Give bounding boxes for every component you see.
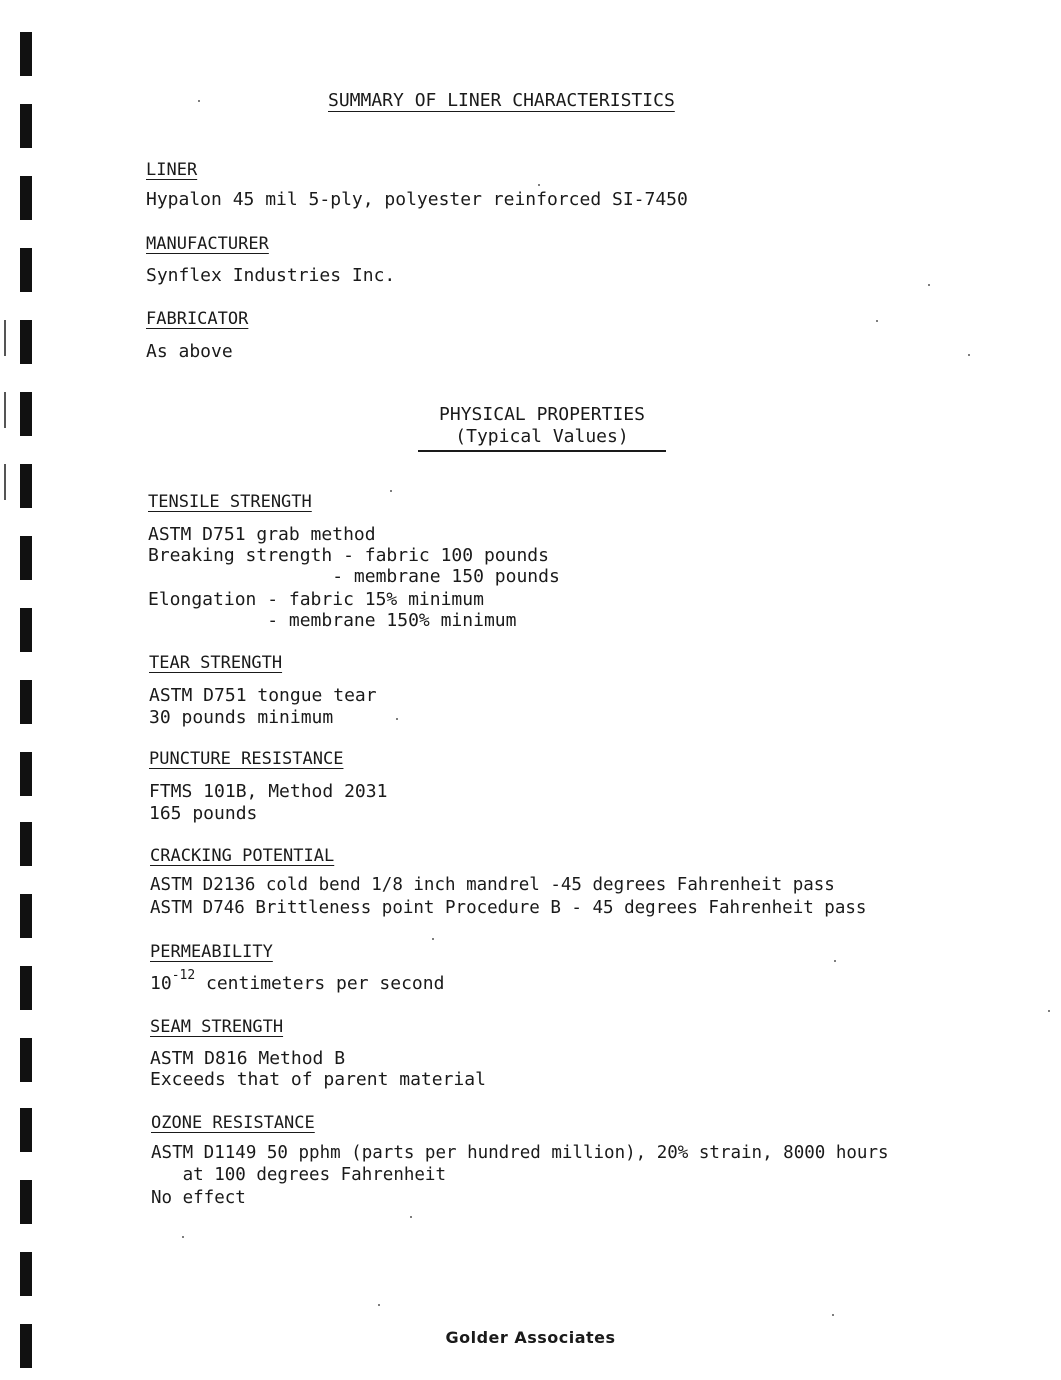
tear-line: ASTM D751 tongue tear — [149, 685, 377, 706]
manufacturer-heading: MANUFACTURER — [146, 234, 269, 254]
ozone-line: at 100 degrees Fahrenheit — [151, 1165, 447, 1185]
ozone-line: No effect — [151, 1188, 246, 1208]
physical-properties-heading — [418, 404, 666, 452]
permeability-value — [150, 968, 445, 997]
puncture-line: 165 pounds — [149, 803, 258, 824]
tear-heading: TEAR STRENGTH — [149, 653, 283, 673]
tear-line: 30 pounds minimum — [149, 707, 334, 728]
liner-value: Hypalon 45 mil 5-ply, polyester reinforced SI-7450 — [146, 189, 688, 210]
ozone-line: ASTM D1149 50 pphm (parts per hundred million), 20% strain, 8000 hours — [151, 1143, 889, 1163]
footer-company: Golder Associates — [445, 1328, 616, 1347]
cracking-line: ASTM D746 Brittleness point Procedure B - 45 degrees Fahrenheit pass — [150, 898, 867, 918]
cracking-line: ASTM D2136 cold bend 1/8 inch mandrel -45 degrees Fahrenheit pass — [150, 875, 835, 895]
tensile-heading: TENSILE STRENGTH — [148, 492, 312, 512]
physical-properties-line2: (Typical Values) — [455, 426, 629, 447]
tensile-line: - membrane 150 pounds — [148, 566, 560, 587]
permeability-base: 10 — [150, 973, 172, 994]
manufacturer-value: Synflex Industries Inc. — [146, 265, 396, 286]
tensile-line: - membrane 150% minimum — [148, 610, 517, 631]
liner-heading: LINER — [146, 160, 198, 180]
ozone-heading: OZONE RESISTANCE — [151, 1113, 315, 1133]
cracking-heading: CRACKING POTENTIAL — [150, 846, 335, 866]
puncture-line: FTMS 101B, Method 2031 — [149, 781, 388, 802]
permeability-heading: PERMEABILITY — [150, 942, 273, 962]
permeability-rest: centimeters per second — [195, 973, 445, 994]
fabricator-heading: FABRICATOR — [146, 309, 249, 329]
tensile-line: ASTM D751 grab method — [148, 524, 376, 545]
seam-heading: SEAM STRENGTH — [150, 1017, 284, 1037]
page-title: SUMMARY OF LINER CHARACTERISTICS — [328, 90, 675, 111]
seam-line: Exceeds that of parent material — [150, 1069, 486, 1090]
seam-line: ASTM D816 Method B — [150, 1048, 346, 1069]
permeability-exponent: -12 — [171, 968, 196, 983]
physical-properties-line1: PHYSICAL PROPERTIES — [439, 404, 645, 425]
puncture-heading: PUNCTURE RESISTANCE — [149, 749, 344, 769]
fabricator-value: As above — [146, 341, 233, 362]
tensile-line: Breaking strength - fabric 100 pounds — [148, 545, 549, 566]
tensile-line: Elongation - fabric 15% minimum — [148, 589, 484, 610]
